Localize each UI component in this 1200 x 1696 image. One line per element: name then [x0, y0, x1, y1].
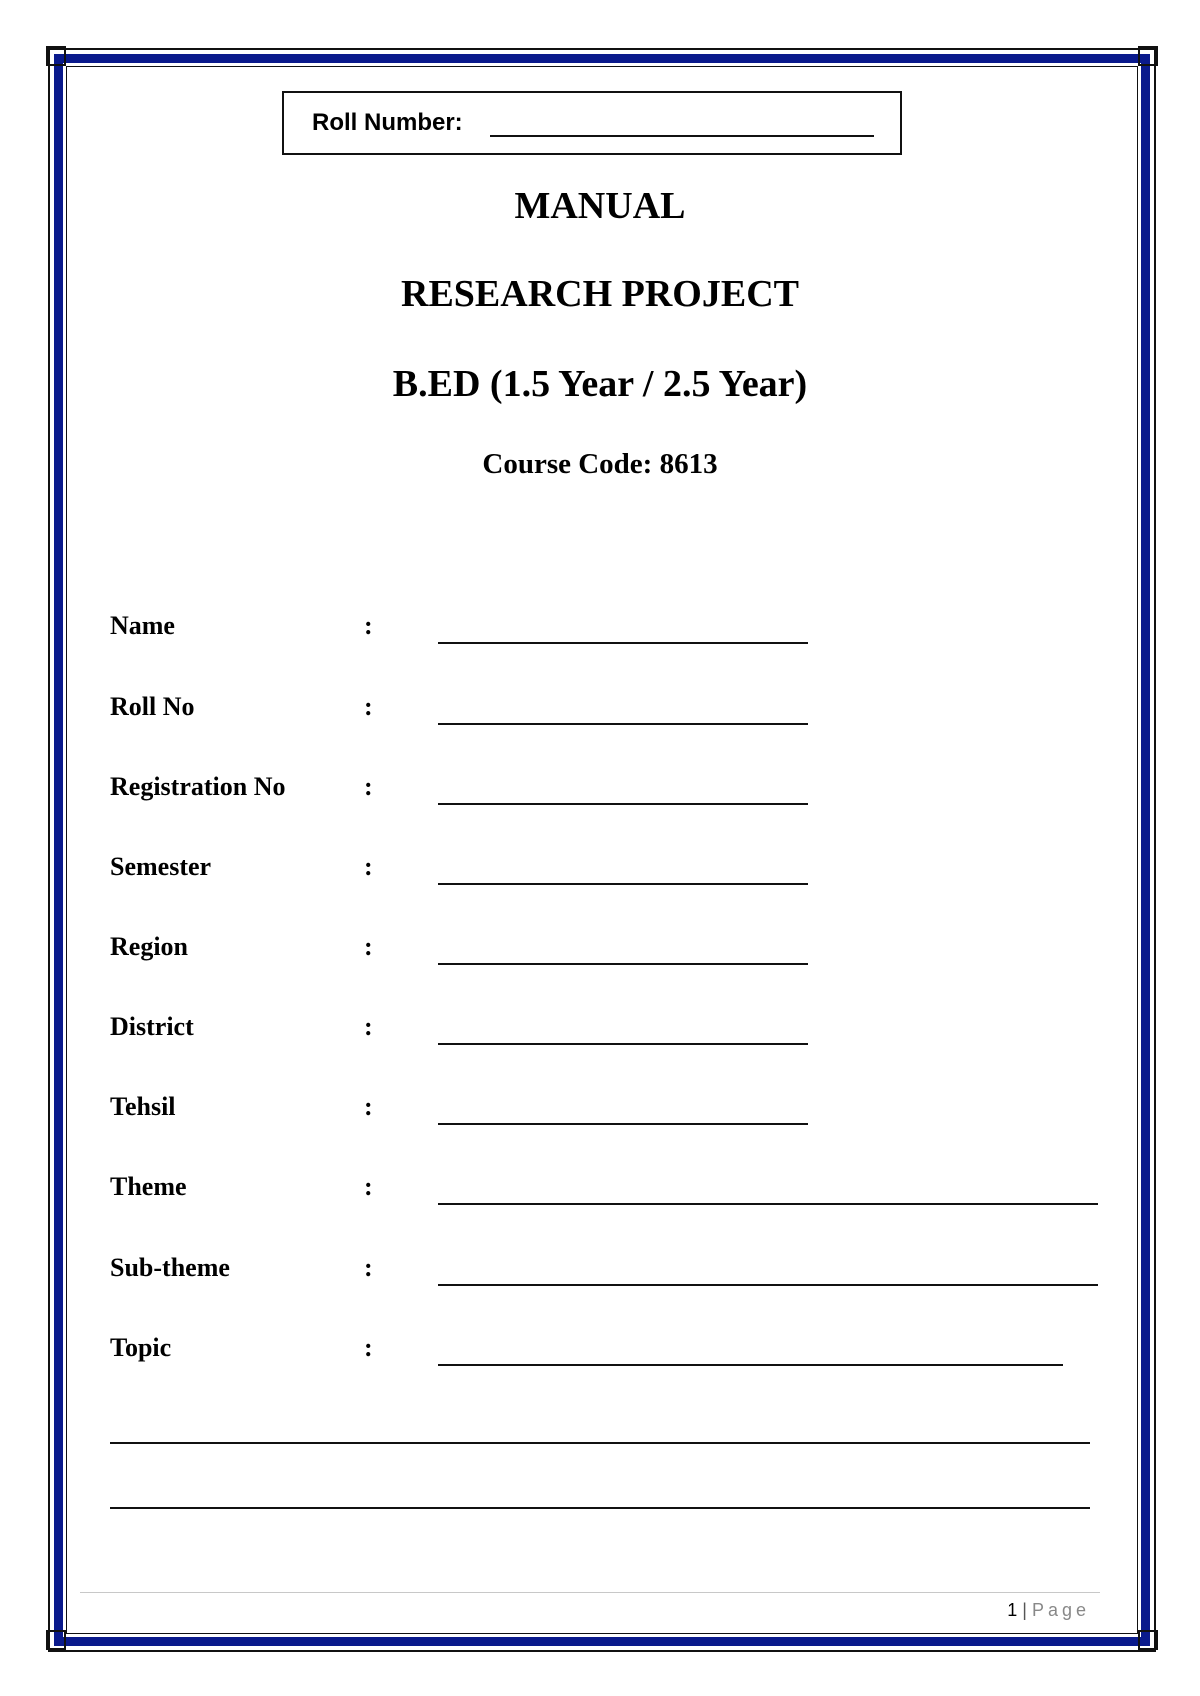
field-label: Semester: [110, 852, 212, 881]
title-research-project: RESEARCH PROJECT: [401, 273, 799, 315]
roll-number-label: Roll Number:: [312, 109, 463, 136]
field-blank[interactable]: [438, 642, 808, 644]
field-colon: :: [364, 772, 373, 801]
field-label: Region: [110, 932, 188, 961]
field-label: Sub-theme: [110, 1253, 230, 1282]
field-label: Topic: [110, 1333, 172, 1362]
page-word: Page: [1031, 1600, 1090, 1620]
form-field-theme: [110, 1172, 1110, 1212]
border-corner-bottom-right: [1138, 1630, 1158, 1650]
field-blank[interactable]: [438, 1203, 1098, 1205]
form-field-region: [110, 932, 1110, 972]
field-colon: :: [364, 611, 373, 640]
title-program: B.ED (1.5 Year / 2.5 Year): [392, 363, 808, 405]
field-blank[interactable]: [438, 803, 808, 805]
form-field-registration-no: [110, 772, 1110, 812]
field-colon: :: [364, 1092, 373, 1121]
field-blank[interactable]: [438, 1364, 1063, 1366]
page-number: [1007, 1600, 1090, 1621]
form-field-semester: [110, 852, 1110, 892]
field-colon: :: [364, 852, 373, 881]
field-label: Theme: [110, 1172, 187, 1201]
form-field-sub-theme: [110, 1253, 1110, 1293]
roll-number-box: [282, 91, 902, 155]
topic-continuation-line[interactable]: [110, 1442, 1090, 1444]
form-field-topic: [110, 1333, 1110, 1373]
footer-rule: [80, 1592, 1100, 1593]
title-manual: MANUAL: [514, 185, 686, 227]
roll-number-blank[interactable]: [490, 135, 874, 137]
field-label: Name: [110, 611, 175, 640]
field-label: Tehsil: [110, 1092, 176, 1121]
field-blank[interactable]: [438, 1043, 808, 1045]
field-colon: :: [364, 692, 373, 721]
field-colon: :: [364, 1012, 373, 1041]
field-blank[interactable]: [438, 1284, 1098, 1286]
field-label: Roll No: [110, 692, 195, 721]
field-label: Registration No: [110, 772, 286, 801]
course-code: Course Code: 8613: [482, 448, 718, 480]
form-field-name: [110, 611, 1110, 651]
field-colon: :: [364, 1172, 373, 1201]
field-label: District: [110, 1012, 194, 1041]
form-field-tehsil: [110, 1092, 1110, 1132]
border-corner-top-right: [1138, 46, 1158, 66]
form-field-roll-no: [110, 692, 1110, 732]
page-number-separator: |: [1022, 1600, 1028, 1620]
border-corner-top-left: [46, 46, 66, 66]
topic-continuation-line[interactable]: [110, 1507, 1090, 1509]
field-colon: :: [364, 1253, 373, 1282]
field-blank[interactable]: [438, 963, 808, 965]
page-number-value: 1: [1007, 1600, 1019, 1620]
field-blank[interactable]: [438, 1123, 808, 1125]
field-blank[interactable]: [438, 883, 808, 885]
field-colon: :: [364, 1333, 373, 1362]
border-corner-bottom-left: [46, 1630, 66, 1650]
field-blank[interactable]: [438, 723, 808, 725]
field-colon: :: [364, 932, 373, 961]
form-field-district: [110, 1012, 1110, 1052]
